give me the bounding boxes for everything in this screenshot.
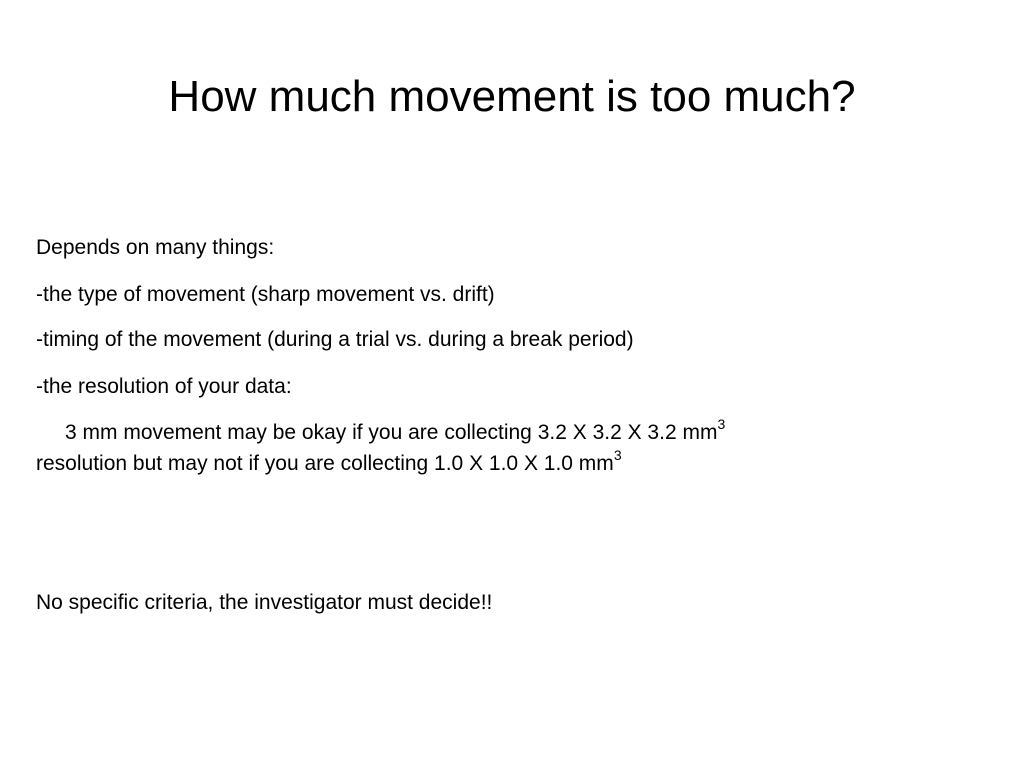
intro-text: Depends on many things: (36, 236, 275, 259)
example-line-2-text: resolution but may not if you are collecting 1.0 X 1.0 X 1.0 mm (36, 452, 614, 475)
slide-title: How much movement is too much? (168, 72, 856, 121)
example-line-2-superscript: 3 (613, 447, 622, 463)
bullet-movement-timing: -timing of the movement (during a trial vs. during a break period) (36, 328, 634, 351)
example-line-1-text: 3 mm movement may be okay if you are collecting 3.2 X 3.2 X 3.2 mm (65, 421, 718, 444)
example-line-1 (36, 416, 965, 446)
bullet-data-resolution: -the resolution of your data: (36, 375, 292, 398)
conclusion-text: No specific criteria, the investigator must decide!! (36, 591, 493, 614)
example-line-1-superscript: 3 (717, 416, 726, 432)
example-line-2 (36, 447, 936, 477)
bullet-movement-type: -the type of movement (sharp movement vs. drift) (36, 283, 495, 306)
